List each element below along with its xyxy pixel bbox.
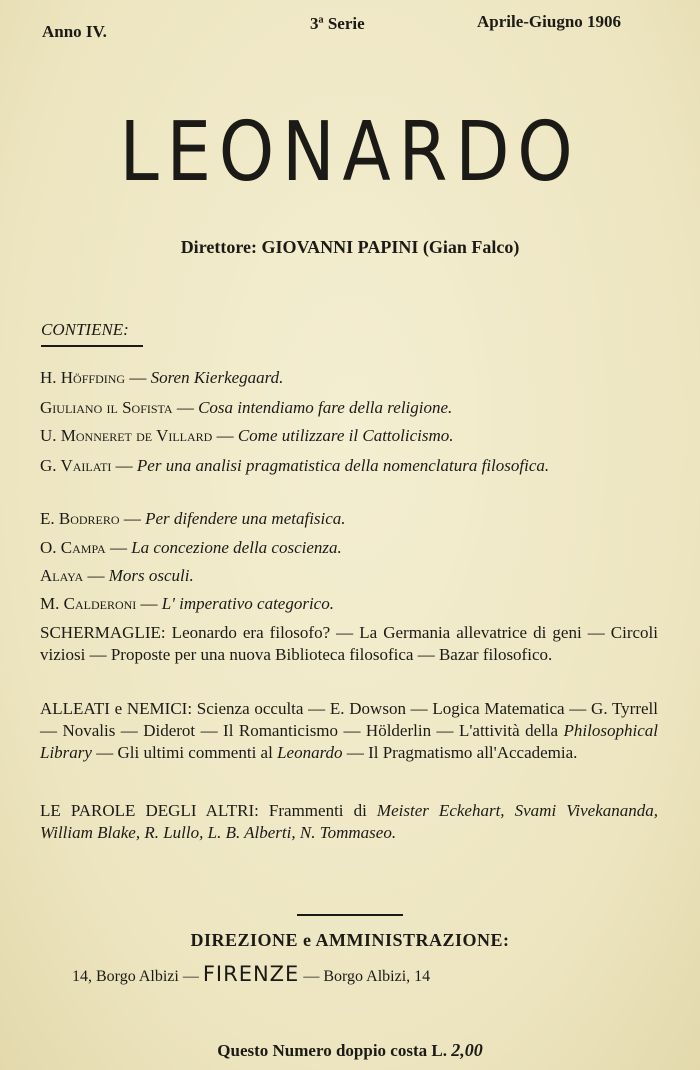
section-alleati-nemici xyxy=(40,698,658,764)
section-text: — Gli ultimi commenti al xyxy=(91,743,278,762)
entry-author: Alaya xyxy=(40,566,84,585)
entry-dash: — xyxy=(105,538,132,557)
issue-date: Aprile-Giugno 1906 xyxy=(477,12,622,31)
section-italic: Philosophical Library xyxy=(40,721,658,762)
section-heading: LE PAROLE DEGLI ALTRI xyxy=(40,801,255,820)
contents-entry xyxy=(40,565,658,587)
entry-dash: — xyxy=(125,368,151,387)
address-line xyxy=(72,962,632,986)
contents-entry xyxy=(40,425,658,447)
entry-work: Come utilizzare il Cattolicismo. xyxy=(237,426,454,445)
entry-author: O. Campa xyxy=(40,538,106,557)
contents-entry xyxy=(40,455,658,477)
price-line xyxy=(0,1040,700,1061)
entry-dash: — xyxy=(111,456,137,475)
address-right: — Borgo Albizi, 14 xyxy=(303,968,431,985)
section-parole-degli-altri xyxy=(40,800,658,844)
section-schermaglie xyxy=(40,622,658,666)
entry-author: G. Vailati xyxy=(40,456,112,475)
entry-work: Soren Kierkegaard. xyxy=(150,368,284,387)
director-line: Direttore: GIOVANNI PAPINI (Gian Falco) xyxy=(180,237,520,257)
entry-dash: — xyxy=(83,566,109,585)
entry-dash: — xyxy=(212,426,238,445)
contents-entry xyxy=(40,537,658,559)
address-city: FIRENZE xyxy=(202,962,300,986)
contents-underline xyxy=(41,345,143,347)
series-label: 3ª Serie xyxy=(310,14,365,33)
section-heading: SCHERMAGLIE xyxy=(40,623,161,642)
section-text: — Il Pragmatismo all'Accademia. xyxy=(342,743,578,762)
entry-work: Per una analisi pragmatistica della nomenclatura filosofica. xyxy=(136,456,550,475)
contents-entry xyxy=(40,508,658,530)
address-left: 14, Borgo Albizi — xyxy=(72,968,199,985)
entry-dash: — xyxy=(119,509,146,528)
separator-rule xyxy=(297,914,403,916)
entry-author: M. Calderoni xyxy=(40,594,137,613)
entry-author: U. Monneret de Villard xyxy=(40,426,213,445)
section-text: : Leonardo era filosofo? — La Germania allevatrice di geni — Circoli viziosi — Proposte per una nuova Biblioteca filosofica — Bazar filosofico. xyxy=(40,623,658,664)
entry-work: Per difendere una metafisica. xyxy=(145,509,346,528)
entry-work: La concezione della coscienza. xyxy=(131,538,342,557)
contents-entry xyxy=(40,593,658,615)
section-text: : Scienza occulta — E. Dowson — Logica Matematica — G. Tyrrell — Novalis — Diderot — Il Romanticismo — Hölderlin — L'attività della xyxy=(40,699,658,740)
price-text: Questo Numero doppio costa L. xyxy=(217,1041,452,1060)
section-italic: Meister Eckehart, Svami Vivekananda, William Blake, R. Lullo, L. B. Alberti, N. Tommaseo. xyxy=(40,801,658,842)
contents-entry xyxy=(40,367,658,389)
price-amount: 2,00 xyxy=(451,1040,483,1060)
contents-entry xyxy=(40,397,658,419)
entry-author: Giuliano il Sofista xyxy=(40,398,173,417)
entry-dash: — xyxy=(172,398,199,417)
journal-title: LEONARDO xyxy=(119,105,581,200)
entry-work: Mors osculi. xyxy=(108,566,194,585)
address-heading: DIREZIONE e AMMINISTRAZIONE: xyxy=(190,930,510,950)
contents-heading: CONTIENE: xyxy=(41,320,129,339)
section-italic: Leonardo xyxy=(277,743,343,762)
entry-dash: — xyxy=(136,594,162,613)
section-text: : Frammenti di xyxy=(254,801,377,820)
section-heading: ALLEATI e NEMICI xyxy=(40,699,188,718)
entry-author: E. Bodrero xyxy=(40,509,120,528)
entry-work: L' imperativo categorico. xyxy=(161,594,334,613)
entry-work: Cosa intendiamo fare della religione. xyxy=(198,398,453,417)
entry-author: H. Höffding xyxy=(40,368,126,387)
volume-label: Anno IV. xyxy=(42,22,107,41)
